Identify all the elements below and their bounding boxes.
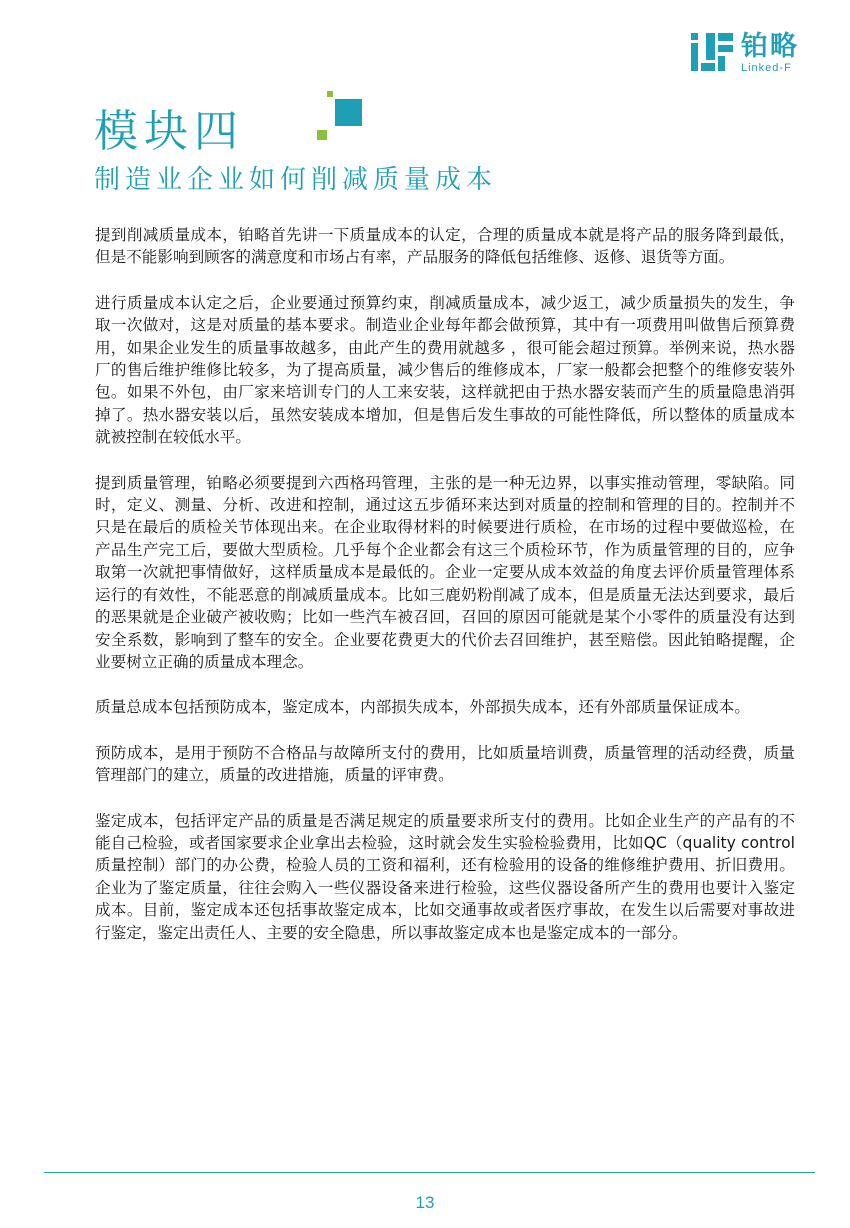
brand-name-en: Linked-F <box>741 62 792 74</box>
module-subtitle: 制造业企业如何削减质量成本 <box>94 165 498 195</box>
module-title: 模块四 <box>94 106 244 157</box>
paragraph-6: 鉴定成本，包括评定产品的质量是否满足规定的质量要求所支付的费用。比如企业生产的产品有的不能自己检验，或者国家要求企业拿出去检验，这时就会发生实验检验费用，比如QC（quality control质量控制）部门的办公费，检验人员的工资和福利，还有检验用的设备的维修维护费用、折旧费用。企业为了鉴定质量，往往会购入一些仪器设备来进行检验，这些仪器设备所产生的费用也要计入鉴定成本。目前，鉴定成本还包括事故鉴定成本，比如交通事故或者医疗事故，在发生以后需要对事故进行鉴定，鉴定出责任人、主要的安全隐患，所以事故鉴定成本也是鉴定成本的一部分。 <box>95 811 795 942</box>
decorative-squares <box>317 91 367 143</box>
page-number: 13 <box>415 1193 435 1212</box>
paragraph-3: 提到质量管理，铂略必须要提到六西格玛管理，主张的是一种无边界，以事实推动管理，零缺陷。同时，定义、测量、分析、改进和控制，通过这五步循环来达到对质量的控制和管理的目的。控制并不只是在最后的质检关节体现出来。在企业取得材料的时候要进行质检，在市场的过程中要做巡检，在产品生产完工后，要做大型质检。几乎每个企业都会有这三个质检环节，作为质量管理的目的，应争取第一次就把事情做好，这样质量成本是最低的。企业一定要从成本效益的角度去评价质量管理体系运行的有效性，不能恶意的削减质量成本。比如三鹿奶粉削减了成本，但是质量无法达到要求，最后的恶果就是企业破产被收购；比如一些汽车被召回，召回的原因可能就是某个小零件的质量没有达到安全系数，影响到了整车的安全。企业要花费更大的代价去召回维护，甚至赔偿。因此铂略提醒，企业要树立正确的质量成本理念。 <box>95 473 795 671</box>
paragraph-4: 质量总成本包括预防成本，鉴定成本，内部损失成本，外部损失成本，还有外部质量保证成本。 <box>95 698 750 717</box>
brand-logo <box>691 31 816 76</box>
paragraph-5: 预防成本，是用于预防不合格品与故障所支付的费用，比如质量培训费，质量管理的活动经费，质量管理部门的建立，质量的改进措施，质量的评审费。 <box>95 743 795 785</box>
footer-divider <box>44 1172 815 1173</box>
article-body <box>95 224 795 967</box>
decorative-square-small <box>327 91 333 97</box>
brand-name-cn: 铂略 <box>741 31 799 62</box>
decorative-square-green <box>317 130 327 140</box>
paragraph-1: 提到削减质量成本，铂略首先讲一下质量成本的认定，合理的质量成本就是将产品的服务降到最低，但是不能影响到顾客的满意度和市场占有率，产品服务的降低包括维修、返修、退货等方面。 <box>95 226 795 267</box>
paragraph-2: 进行质量成本认定之后，企业要通过预算约束，削减质量成本，减少返工，减少质量损失的发生，争取一次做对，这是对质量的基本要求。制造业企业每年都会做预算，其中有一项费用叫做售后预算费用，如果企业发生的质量事故越多，由此产生的费用就越多 ，很可能会超过预算。举例来说，热水器厂的售后维护维修比较多，为了提高质量，减少售后的维修成本，厂家一般都会把整个的维修安装外包。如果不外包，由厂家来培训专门的人工来安装，这样就把由于热水器安装而产生的质量隐患消弭掉了。热水器安装以后，虽然安装成本增加，但是售后发生事故的可能性降低，所以整体的质量成本就被控制在较低水平。 <box>95 293 795 447</box>
linked-f-logo-icon <box>691 31 733 73</box>
decorative-square-large <box>335 99 362 126</box>
